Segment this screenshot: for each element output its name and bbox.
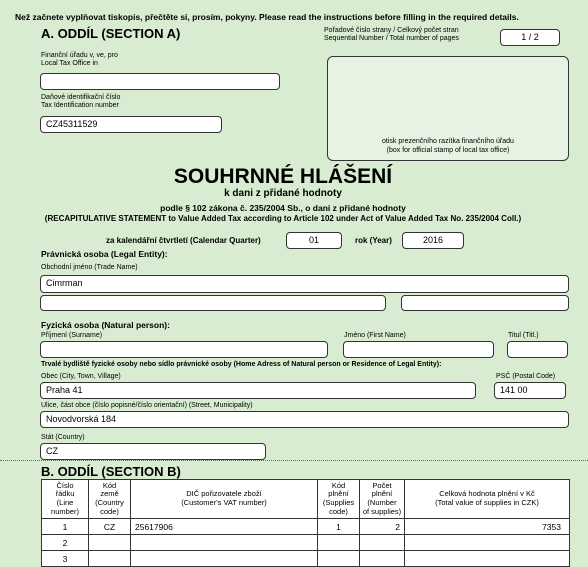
city-field[interactable]: Praha 41 <box>40 382 476 399</box>
stamp-box <box>327 56 569 161</box>
cell-count[interactable] <box>360 535 405 551</box>
header-text: země <box>100 489 119 499</box>
cell-line: 1 <box>42 519 89 535</box>
quarter-label: za kalendářní čtvrtletí (Calendar Quarter) <box>106 236 261 245</box>
header-text: (Total value of supplies in CZK) <box>435 498 539 507</box>
supplies-table <box>41 479 570 567</box>
surname-label: Příjmení (Surname) <box>41 332 103 339</box>
legal-entity-title: Právnická osoba (Legal Entity): <box>41 249 168 259</box>
table-row <box>42 519 570 535</box>
postal-field[interactable]: 141 00 <box>494 382 566 399</box>
page-count-label <box>324 27 459 43</box>
cell-total[interactable] <box>405 551 570 567</box>
header-text: Číslo <box>56 480 74 490</box>
year-label: rok (Year) <box>355 236 392 245</box>
header-text: Kód <box>102 480 117 490</box>
header-text: Kód <box>331 480 346 490</box>
section-divider <box>0 460 588 461</box>
cell-count[interactable]: 2 <box>360 519 405 535</box>
law-line: podle § 102 zákona č. 235/2004 Sb., o dani z přidané hodnoty <box>160 203 406 213</box>
trade-name-line2-right[interactable] <box>401 295 569 311</box>
quarter-field[interactable]: 01 <box>286 232 342 249</box>
postal-label: PSČ (Postal Code) <box>496 373 556 380</box>
header-text: (Number <box>367 498 397 507</box>
header-vat-number <box>131 480 318 519</box>
tax-id-label <box>41 94 120 110</box>
header-text: (Customer's VAT number) <box>181 498 267 507</box>
header-supplies-count <box>360 480 405 519</box>
table-row <box>42 535 570 551</box>
header-text: code) <box>329 506 348 516</box>
header-text: number) <box>51 506 79 516</box>
cell-vat[interactable] <box>131 535 318 551</box>
street-label: Ulice, část obce (číslo popisné/číslo orientační) (Street, Municipality) <box>41 402 253 409</box>
page-count-field[interactable]: 1 / 2 <box>500 29 560 46</box>
form-subtitle: k dani z přidané hodnoty <box>224 188 342 199</box>
cell-country[interactable] <box>89 551 131 567</box>
section-b-title: B. ODDÍL (SECTION B) <box>41 464 181 479</box>
tax-id-field[interactable]: CZ45311529 <box>40 116 222 133</box>
cell-country[interactable] <box>89 535 131 551</box>
page-count-label-en: Sequential Number / Total number of pages <box>324 35 459 43</box>
first-name-field[interactable] <box>343 341 494 358</box>
natural-person-title: Fyzická osoba (Natural person): <box>41 320 170 330</box>
header-text: plnění <box>328 489 349 499</box>
tax-id-label-en: Tax Identification number <box>41 102 119 110</box>
header-text: Počet <box>372 480 392 490</box>
cell-total[interactable] <box>405 535 570 551</box>
cell-vat[interactable] <box>131 551 318 567</box>
trade-name-label: Obchodní jméno (Trade Name) <box>41 264 138 271</box>
table-row <box>42 551 570 567</box>
state-label: Stát (Country) <box>41 434 85 441</box>
tax-office-label-en: Local Tax Office in <box>41 60 98 68</box>
surname-field[interactable] <box>40 341 328 358</box>
header-text: (Country <box>95 498 124 507</box>
header-text: (Line <box>56 498 74 507</box>
tax-office-field[interactable] <box>40 73 280 90</box>
trade-name-field[interactable]: Cimrman <box>40 275 569 293</box>
header-total-value <box>405 480 570 519</box>
stamp-label <box>328 137 568 156</box>
tax-office-label <box>41 52 118 68</box>
cell-line: 3 <box>42 551 89 567</box>
header-text: plnění <box>371 489 393 499</box>
address-title: Trvalé bydliště fyzické osoby nebo sídlo právnické osoby (Home Adress of Natural person or Residence of Legal Entity): <box>41 361 442 368</box>
cell-total[interactable]: 7353 <box>405 519 570 535</box>
cell-code[interactable] <box>318 551 360 567</box>
header-text: řádku <box>55 489 75 499</box>
cell-vat[interactable]: 25617906 <box>131 519 318 535</box>
cell-code[interactable]: 1 <box>318 519 360 535</box>
title-label: Titul (Titl.) <box>508 332 539 339</box>
header-country-code <box>89 480 131 519</box>
cell-count[interactable] <box>360 551 405 567</box>
street-field[interactable]: Novodvorská 184 <box>40 411 569 428</box>
page-count-label-cz: Pořadové číslo strany / Celkový počet stran <box>324 27 459 34</box>
header-text: (Supplies <box>322 498 355 507</box>
header-text: Celková hodnota plnění v Kč <box>439 489 535 499</box>
title-field[interactable] <box>507 341 568 358</box>
header-line-number <box>42 480 89 519</box>
form-title: SOUHRNNÉ HLÁŠENÍ <box>173 165 393 188</box>
city-label: Obec (City, Town, Village) <box>41 373 121 380</box>
header-supplies-code <box>318 480 360 519</box>
cell-country[interactable]: CZ <box>89 519 131 535</box>
header-text: code) <box>100 506 119 516</box>
cell-code[interactable] <box>318 535 360 551</box>
tax-office-label-cz: Finanční úřadu v, ve, pro <box>41 52 118 59</box>
cell-line: 2 <box>42 535 89 551</box>
tax-id-label-cz: Daňové identifikační číslo <box>41 94 121 101</box>
stamp-label-en: (box for official stamp of local tax office) <box>386 147 510 155</box>
stamp-label-cz: otisk prezenčního razítka finančního úřadu <box>382 138 514 145</box>
trade-name-line2-left[interactable] <box>40 295 386 311</box>
section-a-title: A. ODDÍL (SECTION A) <box>41 26 181 41</box>
year-field[interactable]: 2016 <box>402 232 464 249</box>
first-name-label: Jméno (First Name) <box>344 332 406 339</box>
header-text: of supplies) <box>362 506 402 516</box>
table-header-row <box>42 480 570 519</box>
header-text: DIČ pořizovatele zboží <box>186 489 262 499</box>
instructions-text: Než začnete vyplňovat tiskopis, přečtěte si, prosím, pokyny. Please read the instructions before filling in the required details. <box>15 12 519 22</box>
state-field[interactable]: CZ <box>40 443 266 460</box>
english-line: (RECAPITULATIVE STATEMENT to Value Added Tax according to Article 102 under Act of Value Added Tax No. 235/2004 Coll.) <box>44 214 522 223</box>
